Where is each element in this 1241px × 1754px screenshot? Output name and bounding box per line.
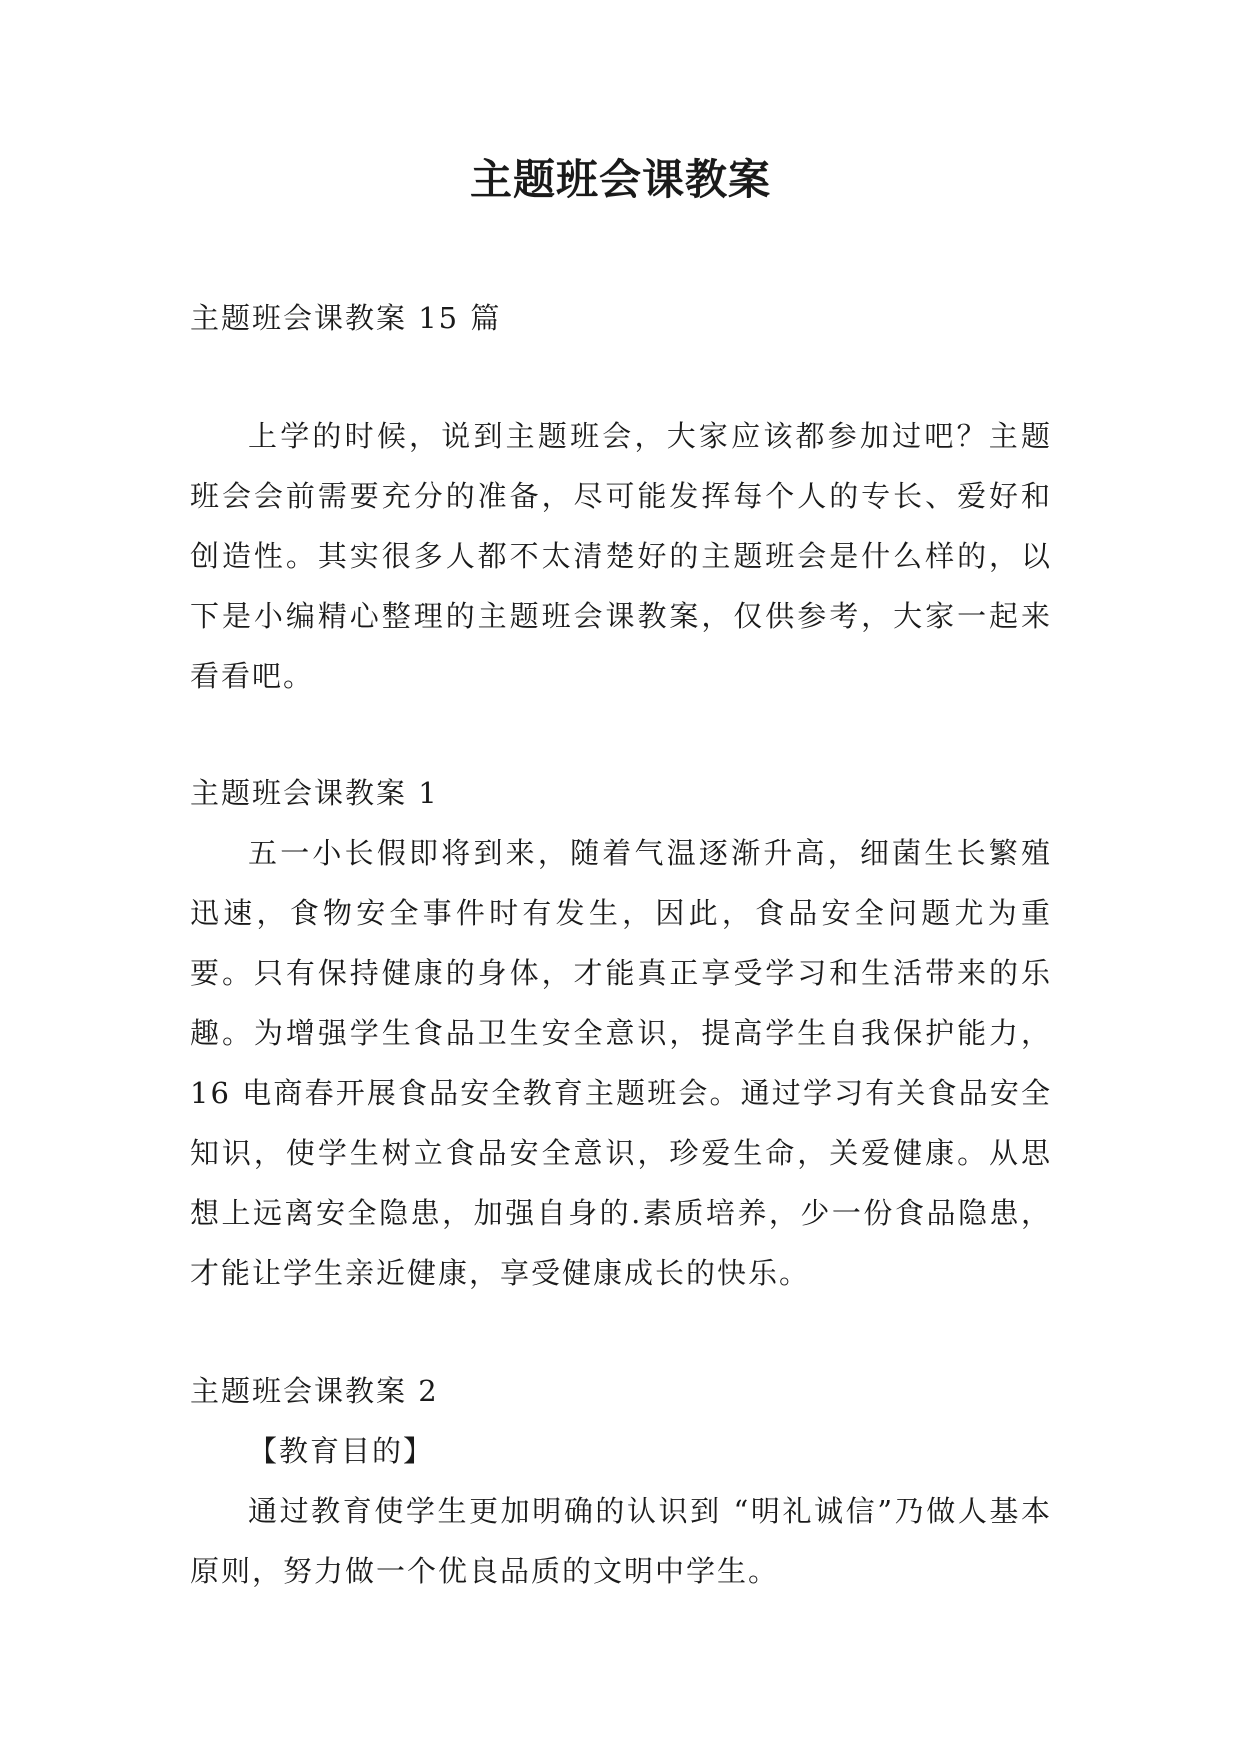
section-2-heading: 主题班会课教案 2 xyxy=(190,1374,439,1408)
document-body xyxy=(190,288,1052,1601)
section-1-heading: 主题班会课教案 1 xyxy=(190,776,439,810)
intro-paragraph: 上学的时候，说到主题班会，大家应该都参加过吧？主题班会会前需要充分的准备，尽可能发挥每个人的专长、爱好和创造性。其实很多人都不太清楚好的主题班会是什么样的，以下是小编精心整理的主题班会课教案，仅供参考，大家一起来看看吧。 xyxy=(190,419,1052,693)
document-subtitle: 主题班会课教案 15 篇 xyxy=(190,301,502,335)
document-title: 主题班会课教案 xyxy=(469,155,771,204)
section-1-paragraph: 五一小长假即将到来，随着气温逐渐升高，细菌生长繁殖迅速，食物安全事件时有发生，因此，食品安全问题尤为重要。只有保持健康的身体，才能真正享受学习和生活带来的乐趣。为增强学生食品卫生安全意识，提高学生自我保护能力，16 电商春开展食品安全教育主题班会。通过学习有关食品安全知识，使学生树立食品安全意识，珍爱生命，关爱健康。从思想上远离安全隐患，加强自身的.素质培养，少一份食品隐患，才能让学生亲近健康，享受健康成长的快乐。 xyxy=(190,836,1052,1290)
section-2-paragraph: 通过教育使学生更加明确的认识到 “明礼诚信”乃做人基本原则，努力做一个优良品质的文明中学生。 xyxy=(190,1494,1052,1588)
section-2-subheading: 【教育目的】 xyxy=(248,1434,435,1468)
